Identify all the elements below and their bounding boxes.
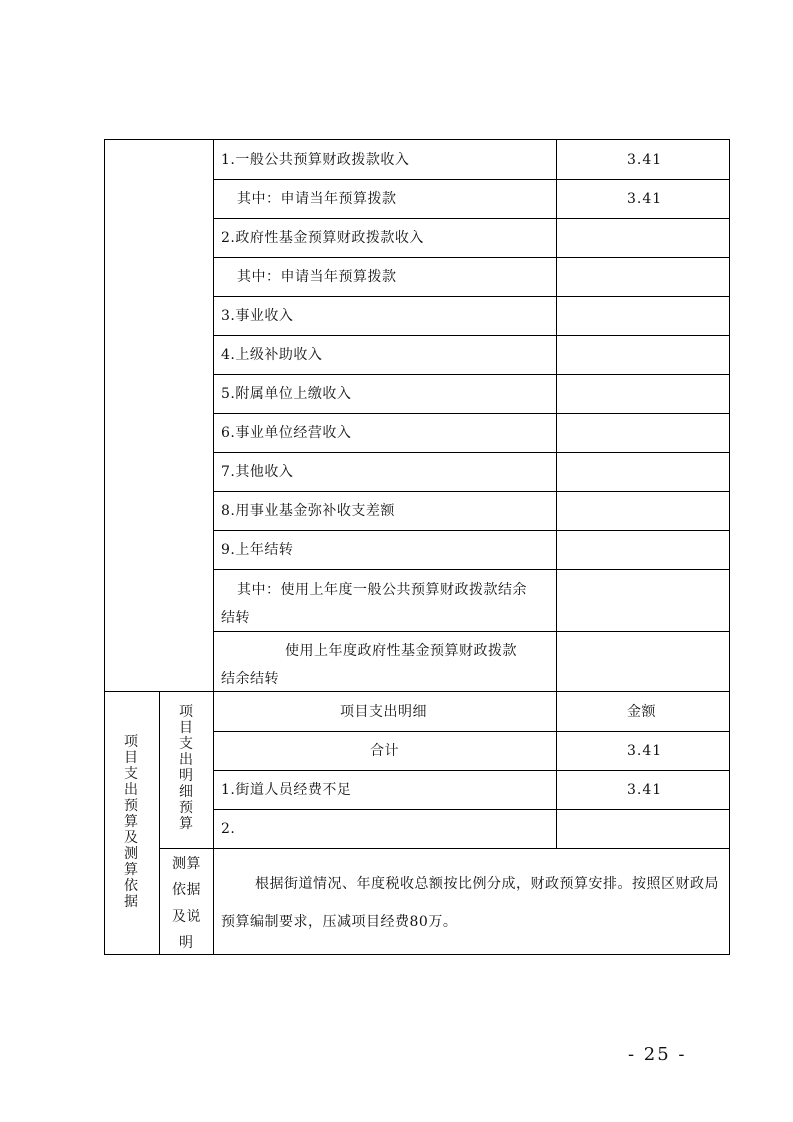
row-line: [213, 452, 730, 453]
income-row-label: 6.事业单位经营收入: [221, 425, 352, 441]
row-line: [213, 335, 730, 336]
detail-row-label: 1.街道人员经费不足: [221, 782, 352, 798]
income-row-label: 其中：申请当年预算拨款: [237, 269, 397, 285]
section-divider: [104, 691, 730, 692]
row-line: [159, 848, 730, 849]
calc-label-line4: 明: [179, 935, 194, 951]
detail-row-value: 3.41: [627, 782, 663, 798]
page-number: - 25 -: [628, 1044, 687, 1065]
row-line: [213, 179, 730, 180]
detail-header-item: 项目支出明细: [340, 704, 427, 720]
table-border-right: [729, 139, 730, 955]
income-row-label: 8.用事业基金弥补收支差额: [221, 503, 395, 519]
table-border-top: [104, 139, 730, 140]
row-line: [213, 631, 730, 632]
carryover-general-line2: 结转: [221, 610, 250, 626]
income-row-label: 其中：申请当年预算拨款: [237, 191, 397, 207]
income-row-label: 2.政府性基金预算财政拨款收入: [221, 230, 424, 246]
income-row-label: 1.一般公共预算财政拨款收入: [221, 152, 410, 168]
row-line: [213, 374, 730, 375]
row-line: [213, 413, 730, 414]
income-row-value: 3.41: [627, 191, 663, 207]
income-row-label: 3.事业收入: [221, 308, 294, 324]
calc-label-line2: 依据: [172, 882, 201, 898]
column-line: [159, 691, 160, 955]
column-line: [556, 139, 557, 849]
income-row-label: 9.上年结转: [221, 542, 294, 558]
table-border-bottom: [104, 954, 730, 955]
row-line: [213, 569, 730, 570]
detail-row-label: 合计: [370, 743, 399, 759]
income-row-value: 3.41: [627, 152, 663, 168]
row-line: [213, 809, 730, 810]
income-row-label: 7.其他收入: [221, 464, 294, 480]
detail-row-value: 3.41: [627, 743, 663, 759]
carryover-fund-line1: 使用上年度政府性基金预算财政拨款: [285, 643, 517, 659]
calc-label-line3: 及说: [172, 909, 201, 925]
column-line: [213, 139, 214, 955]
sub-budget-label: 项目支出明细预算: [179, 704, 193, 832]
income-row-label: 4.上级补助收入: [221, 347, 323, 363]
calc-label-line1: 测算: [172, 856, 201, 872]
row-line: [213, 296, 730, 297]
income-row-label: 5.附属单位上缴收入: [221, 386, 352, 402]
row-line: [213, 731, 730, 732]
carryover-general-line1: 其中：使用上年度一般公共预算财政拨款结余: [237, 582, 527, 598]
row-line: [213, 491, 730, 492]
calc-description: 根据街道情况、年度税收总额按比例分成，财政预算安排。按照区财政局预算编制要求，压减项目经费80万。: [221, 876, 719, 930]
row-line: [213, 257, 730, 258]
section-title: 项目支出预算及测算依据: [124, 734, 138, 910]
carryover-fund-line2: 结余结转: [221, 671, 279, 687]
row-line: [213, 770, 730, 771]
row-line: [213, 218, 730, 219]
table-border-left: [104, 139, 105, 955]
detail-header-amount: 金额: [627, 704, 656, 720]
detail-row-label: 2.: [221, 821, 236, 837]
row-line: [213, 530, 730, 531]
